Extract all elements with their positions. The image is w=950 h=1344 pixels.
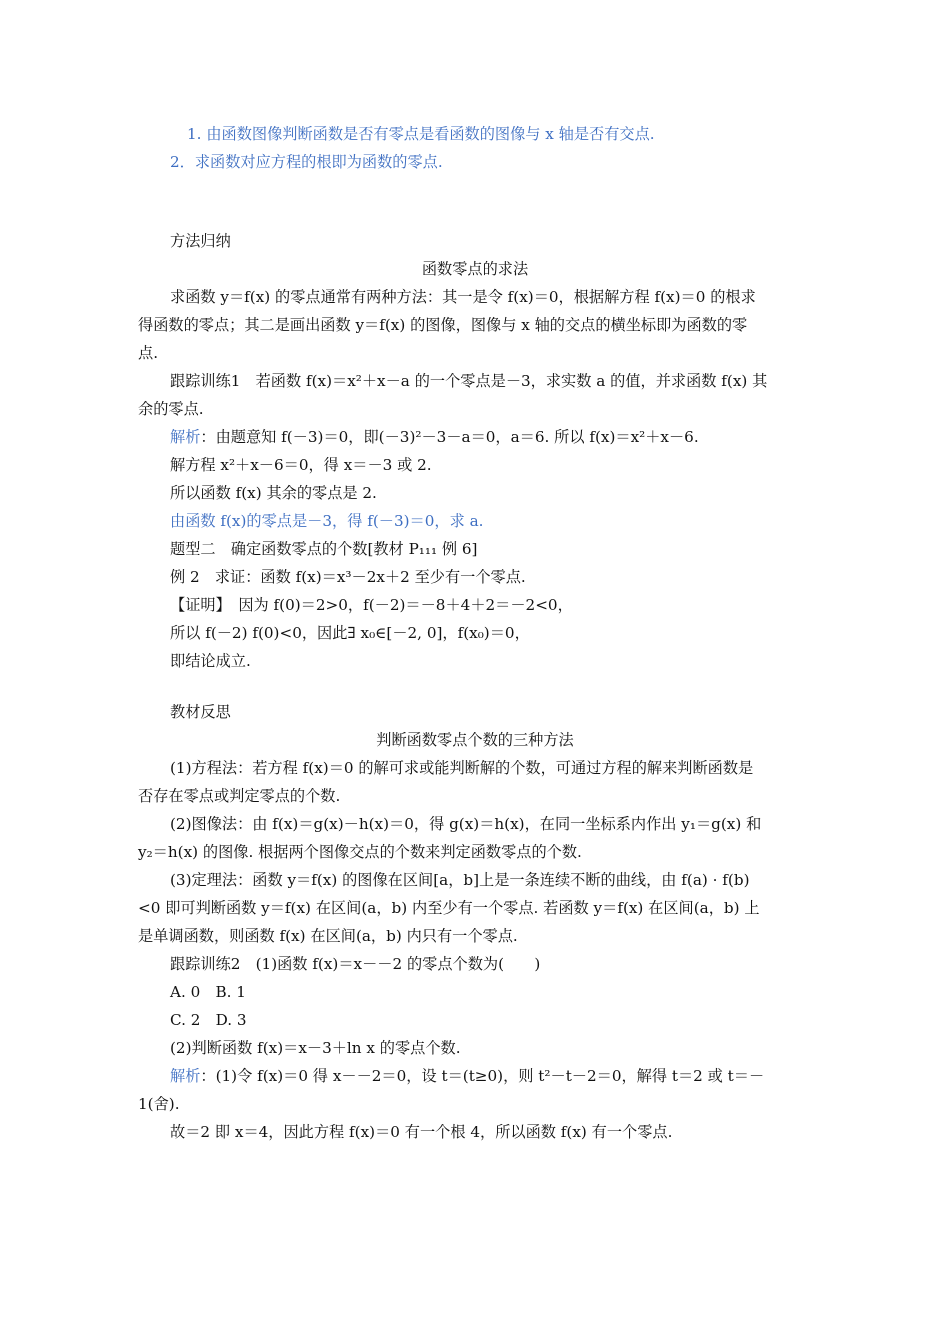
exercise-1-question-cont: 余的零点. [138, 400, 204, 418]
solution-line: 解方程 x²＋x－6＝0，得 x＝－3 或 2. [170, 456, 432, 474]
solution-line [170, 1066, 764, 1086]
section-title-three-methods: 判断函数零点个数的三种方法 [376, 731, 574, 749]
section-heading-reflection: 教材反思 [170, 703, 231, 721]
solution-label: 解析 [170, 1067, 201, 1085]
method-line: (3)定理法：函数 y＝f(x) 的图像在区间[a，b]上是一条连续不断的曲线，由 f(a) · f(b) [170, 871, 750, 889]
question-type-heading: 题型二 确定函数零点的个数[教材 P₁₁₁ 例 6] [170, 540, 478, 558]
tip-line-2: 2．求函数对应方程的根即为函数的零点. [170, 153, 443, 171]
exercise-2-options: A. 0 B. 1 [170, 983, 246, 1001]
solution-text: ：由题意知 f(－3)＝0，即(－3)²－3－a＝0，a＝6. 所以 f(x)＝x²＋x－6. [200, 428, 699, 446]
method-line: (2)图像法：由 f(x)＝g(x)－h(x)＝0，得 g(x)＝h(x)，在同一坐标系内作出 y₁＝g(x) 和 [170, 815, 762, 833]
method-line: (1)方程法：若方程 f(x)＝0 的解可求或能判断解的个数，可通过方程的解来判断函数是 [170, 759, 754, 777]
proof-text: 因为 f(0)＝2>0，f(－2)＝－8＋4＋2＝－2<0， [223, 596, 573, 614]
paragraph-line: 得函数的零点；其二是画出函数 y＝f(x) 的图像，图像与 x 轴的交点的横坐标即为函数的零 [138, 316, 748, 334]
paragraph-line: 求函数 y＝f(x) 的零点通常有两种方法：其一是令 f(x)＝0，根据解方程 f(x)＝0 的根求 [170, 288, 756, 306]
tip-line-1: 1. 由函数图像判断函数是否有零点是看函数的图像与 x 轴是否有交点. [187, 125, 655, 143]
proof-label: 【证明】 [170, 596, 224, 614]
proof-line: 所以 f(－2) f(0)<0，因此∃ x₀∈[－2, 0]，f(x₀)＝0， [170, 624, 530, 642]
method-line: y₂＝h(x) 的图像. 根据两个图像交点的个数来判定函数零点的个数. [138, 843, 582, 861]
method-line: 否存在零点或判定零点的个数. [138, 787, 341, 805]
exercise-2-options: C. 2 D. 3 [170, 1011, 247, 1029]
proof-line [170, 595, 573, 615]
paragraph-line: 点. [138, 344, 159, 362]
solution-text: ：(1)令 f(x)＝0 得 x－－2＝0，设 t＝(t≥0)，则 t²－t－2＝0，解得 t＝2 或 t＝－ [200, 1067, 765, 1085]
hint-line: 由函数 f(x)的零点是－3，得 f(－3)＝0，求 a. [170, 512, 484, 530]
method-line: <0 即可判断函数 y＝f(x) 在区间(a，b) 内至少有一个零点. 若函数 y＝f(x) 在区间(a，b) 上 [138, 899, 760, 917]
section-heading-method: 方法归纳 [170, 232, 231, 250]
solution-line [170, 427, 699, 447]
solution-line: 故＝2 即 x＝4，因此方程 f(x)＝0 有一个根 4，所以函数 f(x) 有一个零点. [170, 1123, 673, 1141]
exercise-1-question: 跟踪训练1 若函数 f(x)＝x²＋x－a 的一个零点是－3，求实数 a 的值，并求函数 f(x) 其 [170, 372, 768, 390]
proof-line: 即结论成立. [170, 652, 251, 670]
exercise-2-question-1: 跟踪训练2 (1)函数 f(x)＝x－－2 的零点个数为( ) [170, 955, 541, 973]
exercise-2-question-2: (2)判断函数 f(x)＝x－3＋ln x 的零点个数. [170, 1039, 461, 1057]
solution-label: 解析 [170, 428, 201, 446]
solution-line: 1(舍). [138, 1095, 180, 1113]
solution-line: 所以函数 f(x) 其余的零点是 2. [170, 484, 377, 502]
section-title-zero-method: 函数零点的求法 [421, 260, 529, 278]
method-line: 是单调函数，则函数 f(x) 在区间(a，b) 内只有一个零点. [138, 927, 518, 945]
example-2-statement: 例 2 求证：函数 f(x)＝x³－2x＋2 至少有一个零点. [170, 568, 526, 586]
